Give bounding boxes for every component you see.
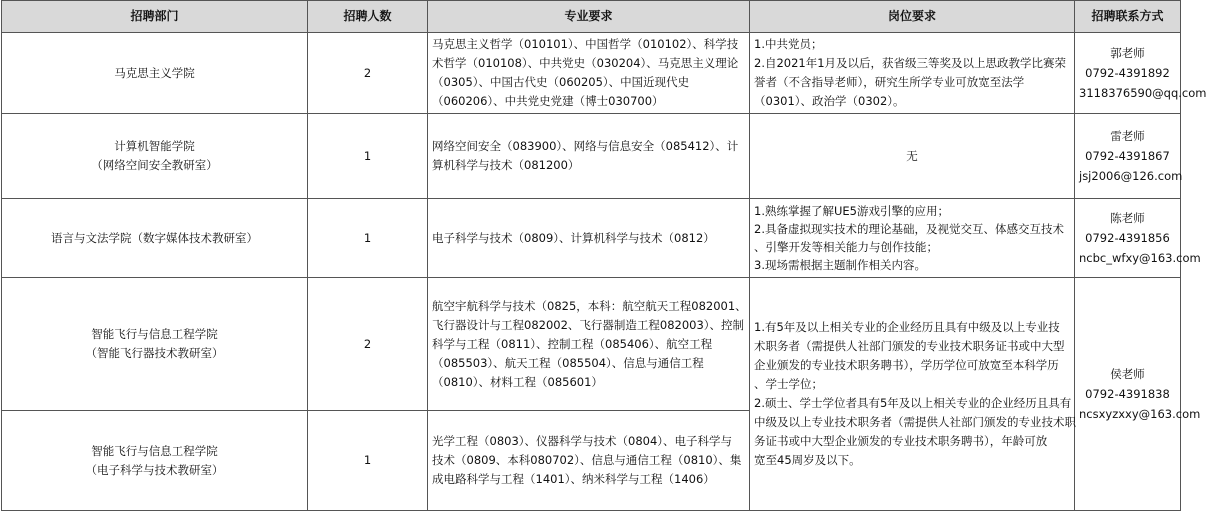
contact-phone: 0792-4391892 (1085, 66, 1170, 80)
major-line: （0810）、材料工程（085601） (432, 374, 603, 389)
major-cell (428, 278, 750, 411)
count-cell: 1 (308, 199, 428, 278)
contact-phone: 0792-4391856 (1085, 231, 1170, 245)
contact-email[interactable]: ncbc_wfxy@163.com (1079, 251, 1201, 265)
dept-cell (2, 278, 308, 411)
table-row (2, 278, 1181, 411)
table-row (2, 114, 1181, 199)
contact-email[interactable]: jsj2006@126.com (1079, 169, 1183, 183)
dept-line: （网络空间安全教研室） (91, 158, 218, 172)
contact-email[interactable]: ncsxyzxxy@163.com (1079, 407, 1201, 421)
major-cell (428, 411, 750, 511)
requirement-line: （0301）、政治学（0302）。 (754, 94, 905, 108)
major-line: （0305）、中国古代史（060205）、中国近现代史 (432, 75, 690, 89)
major-cell (428, 114, 750, 199)
header-row (2, 1, 1181, 33)
dept-line: 语言与文法学院（数字媒体技术教研室） (51, 230, 258, 245)
count-cell: 1 (308, 114, 428, 199)
requirement-line: 1.熟练掌握了解UE5游戏引擎的应用； (754, 204, 949, 218)
major-line: 科学与工程（0811）、控制工程（085406）、航空工程 (432, 336, 713, 351)
requirement-line: 1.中共党员； (754, 37, 823, 51)
dept-line: 计算机智能学院 (114, 139, 195, 153)
recruitment-table (1, 0, 1206, 511)
requirement-line: 3.现场需根据主题制作相关内容。 (754, 258, 926, 272)
requirements-cell (750, 33, 1075, 114)
contact-cell (1075, 199, 1201, 278)
major-line: 算机科学与技术（081200） (432, 158, 580, 172)
dept-cell (2, 114, 308, 199)
dept-line: （电子科学与技术教研室） (85, 462, 224, 477)
contact-cell-merged (1075, 278, 1201, 511)
major-line: 马克思主义哲学（010101）、中国哲学（010102）、科学技 (432, 37, 739, 51)
contact-phone: 0792-4391838 (1085, 387, 1170, 401)
header-requirements: 岗位要求 (750, 1, 1075, 33)
major-line: 技术（0809、本科080702）、信息与通信工程（0810）、集 (432, 453, 742, 467)
requirements-cell: 无 (750, 114, 1075, 199)
major-line: 网络空间安全（083900）、网络与信息安全（085412）、计 (432, 139, 739, 153)
major-line: 术哲学（010108）、中共党史（030204）、马克思主义理论 (432, 56, 739, 70)
requirement-line: 2.自2021年1月及以后，获省级三等奖及以上思政教学比赛荣 (754, 56, 1067, 70)
contact-name: 雷老师 (1110, 129, 1145, 143)
major-line: 航空宇航科学与技术（0825，本科：航空航天工程082001、 (432, 298, 747, 313)
major-cell (428, 33, 750, 114)
contact-name: 郭老师 (1110, 46, 1145, 60)
dept-cell (2, 33, 308, 114)
table-row (2, 33, 1181, 114)
contact-cell (1075, 114, 1181, 199)
major-line: 光学工程（0803）、仪器科学与技术（0804）、电子科学与 (432, 434, 733, 448)
dept-cell (2, 411, 308, 511)
major-cell (428, 199, 750, 278)
major-line: 成电路科学与工程（1401）、纳米科学与工程（1406） (432, 472, 715, 486)
major-line: （060206）、中共党史党建（博士030700） (432, 94, 664, 108)
requirement-line: 2.具备虚拟现实技术的理论基础，及视觉交互、体感交互技术 (754, 222, 1064, 236)
requirement-line: 中级及以上专业技术职务者（需提供人社部门颁发的专业技术职 (754, 415, 1076, 429)
requirement-line: 2.硕士、学士学位者具有5年及以上相关专业的企业经历且具有 (754, 396, 1072, 410)
header-major: 专业要求 (428, 1, 750, 33)
count-cell: 1 (308, 411, 428, 511)
major-line: （085503）、航天工程（085504）、信息与通信工程 (432, 355, 704, 370)
table-row (2, 199, 1181, 278)
dept-line: 智能飞行与信息工程学院 (91, 327, 218, 341)
contact-cell (1075, 33, 1206, 114)
count-cell: 2 (308, 33, 428, 114)
header-count: 招聘人数 (308, 1, 428, 33)
requirements-cell-merged (750, 278, 1075, 511)
major-line: 电子科学与技术（0809）、计算机科学与技术（0812） (432, 230, 715, 245)
requirement-line: 务证书或中大型企业颁发的专业技术职务聘书），年龄可放 (754, 434, 1048, 448)
requirement-line: 1.有5年及以上相关专业的企业经历且具有中级及以上专业技 (754, 320, 1060, 334)
header-contact: 招聘联系方式 (1075, 1, 1181, 33)
dept-cell (2, 199, 308, 278)
requirement-line: 、学士学位； (754, 377, 823, 391)
contact-email[interactable]: 3118376590@qq.com (1079, 86, 1206, 100)
dept-line: 智能飞行与信息工程学院 (91, 443, 218, 458)
dept-line: 马克思主义学院 (114, 65, 195, 80)
count-cell: 2 (308, 278, 428, 411)
requirement-line: 术职务者（需提供人社部门颁发的专业技术职务证书或中大型 (754, 339, 1065, 353)
requirement-line: 誉者（不含指导老师），研究生所学专业可放宽至法学 (754, 75, 1025, 89)
contact-phone: 0792-4391867 (1085, 149, 1170, 163)
dept-line: （智能飞行器技术教研室） (85, 346, 224, 360)
requirement-line: 宽至45周岁及以下。 (754, 453, 861, 467)
major-line: 飞行器设计与工程082002、飞行器制造工程082003）、控制 (432, 317, 745, 332)
contact-name: 侯老师 (1110, 367, 1145, 381)
contact-name: 陈老师 (1110, 211, 1145, 225)
requirements-cell (750, 199, 1075, 278)
requirement-line: 企业颁发的专业技术职务聘书），学历学位可放宽至本科学历 (754, 358, 1059, 372)
header-dept: 招聘部门 (2, 1, 308, 33)
requirement-line: 、引擎开发等相关能力与创作技能； (754, 240, 938, 254)
